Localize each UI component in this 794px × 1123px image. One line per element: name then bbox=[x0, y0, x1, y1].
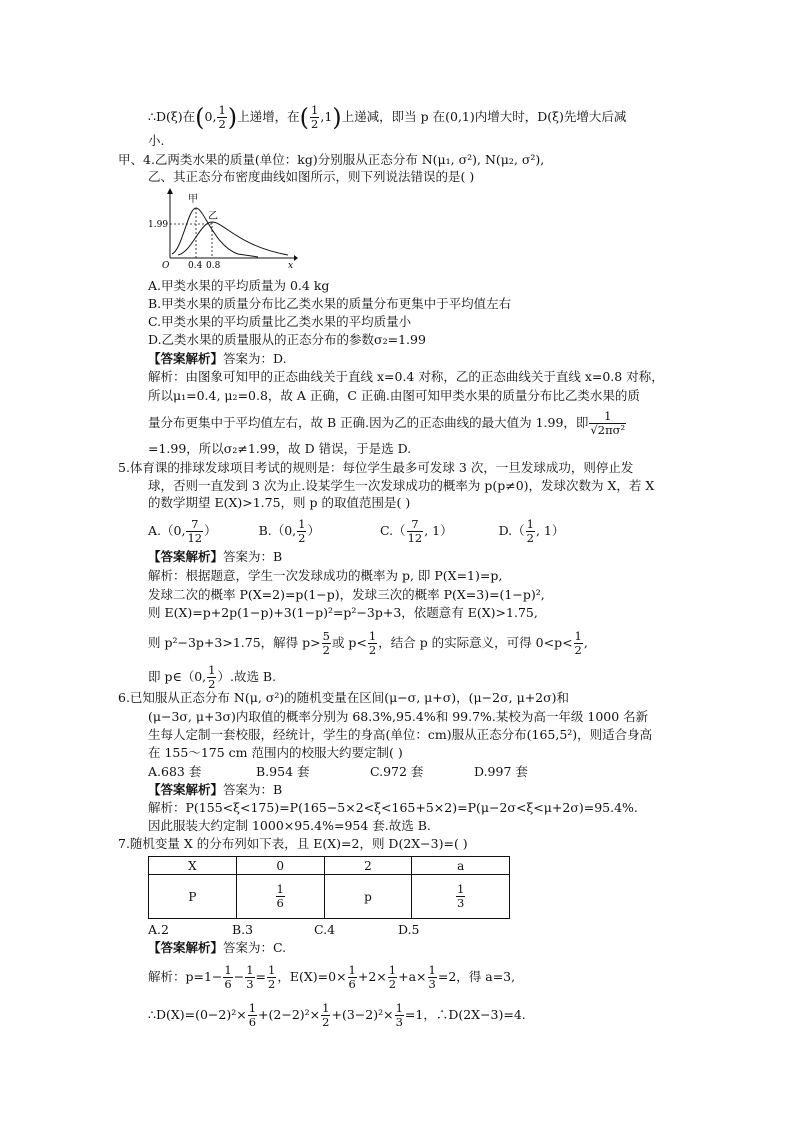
table-cell: $\frac{1}{6}$ bbox=[236, 875, 324, 919]
q4-option-a: A.甲类水果的平均质量为 0.4 kg bbox=[148, 278, 330, 293]
table-cell: a bbox=[412, 857, 510, 875]
q5-answer: 【答案解析】答案为：B bbox=[148, 549, 283, 564]
q6-stem-1: 6.已知服从正态分布 N(μ, σ²)的随机变量在区间(μ−σ, μ+σ)，(μ−2σ, μ+2σ)和 bbox=[118, 690, 570, 705]
table-cell: X bbox=[149, 857, 237, 875]
q5-explain-5: 即 p∈（0, $\frac{1}{2}$ ）.故选 B. bbox=[148, 663, 277, 691]
q5-options bbox=[148, 518, 564, 545]
label-jia: 甲 bbox=[188, 194, 198, 205]
q5-explain-1: 解析：根据题意，学生一次发球成功的概率为 p, 即 P(X=1)=p, bbox=[148, 568, 503, 583]
q4-explain-4: =1.99，所以σ₂≠1.99，故 D 错误，于是选 D. bbox=[148, 441, 412, 456]
x-tick-label-1: 0.4 bbox=[188, 261, 203, 270]
q7-option-a: A.2 bbox=[148, 922, 169, 937]
q4-option-c: C.甲类水果的平均质量比乙类水果的平均质量小 bbox=[148, 314, 412, 329]
q7-option-d: D.5 bbox=[398, 922, 420, 937]
q4-answer: 【答案解析】答案为：D. bbox=[148, 351, 287, 366]
q5-stem-2: 球，否则一直发到 3 次为止.设某学生一次发球成功的概率为 p(p≠0)，发球次数为 X，若 X bbox=[148, 478, 655, 493]
q6-stem-2: (μ−3σ, μ+3σ)内取值的概率分别为 68.3%,95.4%和 99.7%.某校为高一年级 1000 名新 bbox=[148, 709, 649, 724]
q4-explain-2: 所以μ₁=0.4, μ₂=0.8，故 A 正确，C 正确.由图可知甲类水果的质量分布比乙类水果的质 bbox=[148, 388, 640, 403]
q5-explain-4: 则 p²−3p+3>1.75，解得 p> $\frac{5}{2}$ 或 p< $\frac{1}{2}$ ，结合 p 的实际意义，可得 0<p< $\frac{1}{2}$ , bbox=[148, 629, 588, 657]
x-tick-label-2: 0.8 bbox=[206, 261, 221, 270]
q6-option-c: C.972 套 bbox=[370, 764, 424, 779]
q4-stem-2: 乙、其正态分布密度曲线如图所示，则下列说法错误的是( ) bbox=[148, 169, 475, 184]
q7-stem: 7.随机变量 X 的分布列如下表，且 E(X)=2，则 D(2X−3)=( ) bbox=[118, 836, 468, 851]
table-cell: 2 bbox=[324, 857, 412, 875]
q5-explain-3: 则 E(X)=p+2p(1−p)+3(1−p)²=p²−3p+3，依题意有 E(X)>1.75, bbox=[148, 605, 538, 620]
q6-answer: 【答案解析】答案为：B bbox=[148, 782, 283, 797]
q4-option-d: D.乙类水果的质量服从的正态分布的参数σ₂=1.99 bbox=[148, 332, 426, 347]
q5-option-d: D.（ $\frac{1}{2}$ , 1） bbox=[498, 517, 565, 545]
x-axis-label: x bbox=[288, 261, 294, 270]
table-cell: p bbox=[324, 875, 412, 919]
q7-option-b: B.3 bbox=[232, 922, 254, 937]
q4-stem-1: 甲、4.乙两类水果的质量(单位：kg)分别服从正态分布 N(μ₁, σ²), N(μ₂, σ²), bbox=[118, 152, 545, 167]
q5-option-c: C.（ $\frac{7}{12}$ , 1） bbox=[379, 517, 453, 545]
q7-explain-2: ∴D(X)=(0−2)²× $\frac{1}{6}$ +(2−2)²× $\frac{1}{2}$ +(3−2)²× $\frac{1}{3}$ =1，∴D(2X−3)=4. bbox=[148, 1001, 526, 1029]
q5-option-a: A.（0, $\frac{7}{12}$ ） bbox=[148, 517, 217, 545]
label-yi: 乙 bbox=[208, 211, 218, 222]
fraction: $\frac{1}{\text{√2πσ²}}$ bbox=[590, 409, 626, 437]
table-row bbox=[149, 875, 510, 919]
continuation-line-2: 小. bbox=[148, 133, 165, 148]
q6-option-d: D.997 套 bbox=[474, 764, 528, 779]
continuation-line-1: ∴D(ξ)在(0, $\frac{1}{2}$ )上递增，在( $\frac{1}{2}$ ,1)上递减，即当 p 在(0,1)内增大时，D(ξ)先增大后减 bbox=[148, 103, 627, 132]
y-tick-label: 1.99 bbox=[148, 220, 169, 230]
normal-curve-figure bbox=[148, 188, 298, 270]
q4-option-b: B.甲类水果的质量分布比乙类水果的质量分布更集中于平均值左右 bbox=[148, 296, 512, 311]
q4-explain-3: 量分布更集中于平均值左右，故 B 正确.因为乙的正态曲线的最大值为 1.99，即 $\frac{1}{\text{√2πσ²}}$ bbox=[148, 409, 626, 437]
q5-explain-2: 发球二次的概率 P(X=2)=p(1−p)，发球三次的概率 P(X=3)=(1−p)², bbox=[148, 587, 545, 602]
table-cell: P bbox=[149, 875, 237, 919]
q7-answer: 【答案解析】答案为：C. bbox=[148, 940, 287, 955]
q7-explain-1: 解析：p=1− $\frac{1}{6}$ − $\frac{1}{3}$ = $\frac{1}{2}$ ，E(X)=0× $\frac{1}{6}$ +2× $\frac{1}{2}$ +a× $\frac{1}{3}$ =2，得 a=3, bbox=[148, 963, 516, 991]
q5-option-b: B.（0, $\frac{1}{2}$ ） bbox=[258, 517, 320, 545]
table-cell: $\frac{1}{3}$ bbox=[412, 875, 510, 919]
q4-explain-1: 解析：由图象可知甲的正态曲线关于直线 x=0.4 对称，乙的正态曲线关于直线 x=0.8 对称， bbox=[148, 369, 664, 384]
q7-option-c: C.4 bbox=[314, 922, 336, 937]
q6-explain-2: 因此服装大约定制 1000×95.4%=954 套.故选 B. bbox=[148, 818, 431, 833]
q6-stem-3: 生每人定制一套校服，经统计，学生的身高(单位：cm)服从正态分布(165,5²)，则适合身高 bbox=[148, 727, 653, 742]
table-row bbox=[149, 857, 510, 875]
q5-stem-3: 的数学期望 E(X)>1.75，则 p 的取值范围是( ) bbox=[148, 495, 411, 510]
q6-explain-1: 解析：P(155<ξ<175)=P(165−5×2<ξ<165+5×2)=P(μ−2σ<ξ<μ+2σ)=95.4%. bbox=[148, 800, 638, 815]
distribution-table bbox=[148, 856, 510, 919]
origin-label: O bbox=[162, 261, 170, 270]
fraction: $\frac{1}{2}$ bbox=[218, 103, 226, 131]
fraction: $\frac{1}{2}$ bbox=[311, 103, 319, 131]
q6-stem-4: 在 155～175 cm 范围内的校服大约要定制( ) bbox=[148, 745, 403, 760]
q5-stem-1: 5.体育课的排球发球项目考试的规则是：每位学生最多可发球 3 次，一旦发球成功，则停止发 bbox=[118, 460, 634, 475]
q6-option-b: B.954 套 bbox=[256, 764, 310, 779]
table-cell: 0 bbox=[236, 857, 324, 875]
q6-option-a: A.683 套 bbox=[148, 764, 202, 779]
